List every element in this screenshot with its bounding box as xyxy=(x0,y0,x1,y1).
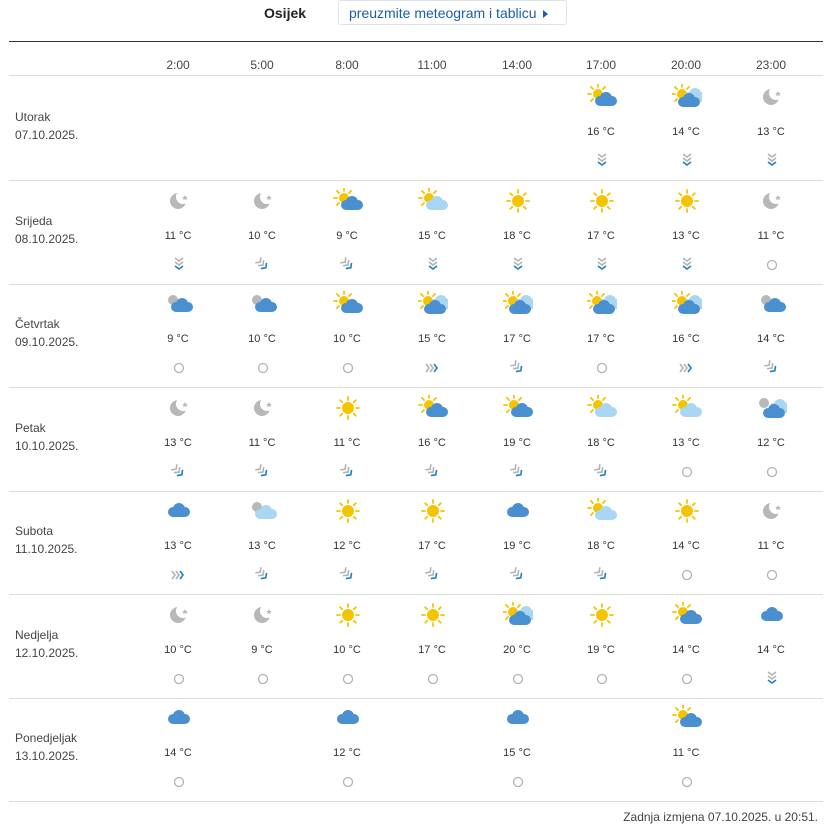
day-label xyxy=(15,419,78,455)
temperature: 17 °C xyxy=(503,333,531,345)
forecast-cell xyxy=(729,283,813,387)
wind-calm-icon xyxy=(423,670,443,688)
forecast-cell xyxy=(644,594,728,698)
wind-SE-icon xyxy=(508,566,528,584)
forecast-cell xyxy=(559,180,643,284)
wind-calm-icon xyxy=(169,359,189,377)
wind-calm-icon xyxy=(677,566,697,584)
wind-calm-icon xyxy=(508,773,528,791)
wind-calm-icon xyxy=(253,359,273,377)
wind-S-icon xyxy=(762,152,782,170)
forecast-cell xyxy=(136,283,220,387)
day-row xyxy=(9,283,823,388)
sun-lightcloud-icon xyxy=(587,498,617,524)
forecast-cell xyxy=(390,490,474,594)
sun-icon xyxy=(418,498,448,524)
temperature: 10 °C xyxy=(164,644,192,656)
forecast-cell xyxy=(559,594,643,698)
wind-SE-icon xyxy=(338,256,358,274)
moon-icon xyxy=(164,395,194,421)
wind-calm-icon xyxy=(508,670,528,688)
wind-SE-icon xyxy=(762,359,782,377)
forecast-cell xyxy=(136,387,220,491)
temperature: 14 °C xyxy=(672,126,700,138)
temperature: 14 °C xyxy=(164,747,192,759)
moon-icon xyxy=(164,602,194,628)
temperature: 11 °C xyxy=(757,540,785,552)
day-date: 07.10.2025. xyxy=(15,128,79,142)
temperature: 18 °C xyxy=(587,437,615,449)
wind-SE-icon xyxy=(592,463,612,481)
wind-SE-icon xyxy=(423,463,443,481)
day-date: 09.10.2025. xyxy=(15,335,79,349)
day-label xyxy=(15,522,78,558)
forecast-cell xyxy=(136,594,220,698)
temperature: 16 °C xyxy=(418,437,446,449)
forecast-cell xyxy=(136,697,220,801)
wind-S-icon xyxy=(592,152,612,170)
wind-calm-icon xyxy=(592,359,612,377)
forecast-cell xyxy=(305,490,389,594)
wind-calm-icon xyxy=(677,773,697,791)
day-name: Petak xyxy=(15,421,46,435)
forecast-cell xyxy=(475,283,559,387)
wind-calm-icon xyxy=(762,463,782,481)
forecast-cell xyxy=(475,387,559,491)
sun-icon xyxy=(503,188,533,214)
hours-row xyxy=(9,58,823,76)
forecast-cell xyxy=(644,180,728,284)
sun-cloud-icon xyxy=(672,705,702,731)
sun-icon xyxy=(333,395,363,421)
forecast-cell xyxy=(305,283,389,387)
forecast-cell xyxy=(729,387,813,491)
forecast-cell xyxy=(644,387,728,491)
forecast-cell xyxy=(559,490,643,594)
wind-calm-icon xyxy=(338,773,358,791)
temperature: 15 °C xyxy=(418,230,446,242)
sun-icon xyxy=(587,188,617,214)
moon-icon xyxy=(164,188,194,214)
wind-calm-icon xyxy=(253,670,273,688)
wind-SE-icon xyxy=(169,463,189,481)
temperature: 10 °C xyxy=(248,230,276,242)
day-label xyxy=(15,108,78,144)
temperature: 18 °C xyxy=(503,230,531,242)
wind-calm-icon xyxy=(762,256,782,274)
day-row xyxy=(9,387,823,492)
sun-cloud-icon xyxy=(672,602,702,628)
cloud-icon xyxy=(757,602,787,628)
sun-icon xyxy=(672,188,702,214)
cloud-icon xyxy=(503,498,533,524)
temperature: 19 °C xyxy=(503,437,531,449)
temperature: 11 °C xyxy=(164,230,192,242)
forecast-header xyxy=(0,0,836,30)
forecast-cell xyxy=(729,180,813,284)
moon-lightcloud-icon xyxy=(248,498,278,524)
temperature: 14 °C xyxy=(757,333,785,345)
temperature: 15 °C xyxy=(503,747,531,759)
wind-SE-icon xyxy=(253,256,273,274)
wind-SE-icon xyxy=(253,463,273,481)
wind-calm-icon xyxy=(762,566,782,584)
day-row xyxy=(9,697,823,802)
wind-SE-icon xyxy=(338,566,358,584)
day-label xyxy=(15,315,78,351)
temperature: 11 °C xyxy=(672,747,700,759)
forecast-cell xyxy=(136,490,220,594)
day-name: Nedjelja xyxy=(15,628,59,642)
wind-calm-icon xyxy=(338,359,358,377)
forecast-cell xyxy=(305,387,389,491)
day-date: 11.10.2025. xyxy=(15,542,78,556)
sun-clouds-icon xyxy=(587,291,617,317)
wind-E-icon xyxy=(169,566,189,584)
temperature: 13 °C xyxy=(248,540,276,552)
hour-label: 23:00 xyxy=(755,58,787,72)
temperature: 13 °C xyxy=(672,230,700,242)
forecast-cell xyxy=(390,594,474,698)
temperature: 11 °C xyxy=(757,230,785,242)
download-meteogram-button[interactable] xyxy=(338,0,567,25)
city-name: Osijek xyxy=(264,5,307,21)
forecast-cell xyxy=(644,76,728,180)
temperature: 15 °C xyxy=(418,333,446,345)
temperature: 9 °C xyxy=(251,644,273,656)
wind-S-icon xyxy=(169,256,189,274)
temperature: 13 °C xyxy=(672,437,700,449)
day-row xyxy=(9,594,823,699)
wind-E-icon xyxy=(677,359,697,377)
wind-SE-icon xyxy=(508,463,528,481)
cloud-icon xyxy=(164,498,194,524)
forecast-cell xyxy=(220,490,304,594)
temperature: 14 °C xyxy=(672,644,700,656)
temperature: 10 °C xyxy=(333,333,361,345)
sun-icon xyxy=(333,602,363,628)
temperature: 17 °C xyxy=(418,644,446,656)
sun-clouds-icon xyxy=(503,602,533,628)
moon-icon xyxy=(248,395,278,421)
temperature: 10 °C xyxy=(248,333,276,345)
wind-SE-icon xyxy=(253,566,273,584)
forecast-cell xyxy=(644,490,728,594)
wind-calm-icon xyxy=(338,670,358,688)
moon-icon xyxy=(757,498,787,524)
day-name: Utorak xyxy=(15,110,51,124)
hour-label: 20:00 xyxy=(670,58,702,72)
wind-SE-icon xyxy=(423,566,443,584)
forecast-cell xyxy=(644,283,728,387)
wind-SE-icon xyxy=(508,359,528,377)
sun-icon xyxy=(418,602,448,628)
forecast-cell xyxy=(305,180,389,284)
moon-clouds-icon xyxy=(757,395,787,421)
day-label xyxy=(15,212,78,248)
day-date: 12.10.2025. xyxy=(15,646,79,660)
forecast-cell xyxy=(559,76,643,180)
sun-icon xyxy=(672,498,702,524)
forecast-cell xyxy=(729,490,813,594)
wind-E-icon xyxy=(423,359,443,377)
day-date: 10.10.2025. xyxy=(15,439,79,453)
cloud-icon xyxy=(164,705,194,731)
forecast-cell xyxy=(390,387,474,491)
day-date: 08.10.2025. xyxy=(15,232,79,246)
forecast-cell xyxy=(475,180,559,284)
hour-label: 11:00 xyxy=(417,58,447,72)
moon-icon xyxy=(757,84,787,110)
sun-cloud-icon xyxy=(587,84,617,110)
wind-calm-icon xyxy=(677,463,697,481)
wind-S-icon xyxy=(423,256,443,274)
wind-calm-icon xyxy=(677,670,697,688)
forecast-cell xyxy=(220,387,304,491)
forecast-cell xyxy=(136,180,220,284)
forecast-cell xyxy=(729,594,813,698)
temperature: 12 °C xyxy=(757,437,785,449)
forecast-cell xyxy=(475,490,559,594)
day-name: Subota xyxy=(15,524,54,538)
sun-icon xyxy=(587,602,617,628)
hour-label: 5:00 xyxy=(250,58,274,72)
temperature: 11 °C xyxy=(248,437,276,449)
hour-label: 8:00 xyxy=(335,58,359,72)
temperature: 12 °C xyxy=(333,747,361,759)
wind-SE-icon xyxy=(592,566,612,584)
wind-calm-icon xyxy=(169,670,189,688)
forecast-cell xyxy=(729,76,813,180)
forecast-cell xyxy=(220,283,304,387)
sun-lightcloud-icon xyxy=(587,395,617,421)
forecast-cell xyxy=(559,387,643,491)
cloud-icon xyxy=(333,705,363,731)
moon-cloud-icon xyxy=(248,291,278,317)
forecast-cell xyxy=(390,283,474,387)
moon-cloud-icon xyxy=(164,291,194,317)
wind-calm-icon xyxy=(169,773,189,791)
moon-icon xyxy=(248,188,278,214)
sun-cloud-icon xyxy=(333,291,363,317)
forecast-cell xyxy=(390,180,474,284)
forecast-cell xyxy=(475,594,559,698)
sun-cloud-icon xyxy=(418,395,448,421)
sun-lightcloud-icon xyxy=(672,395,702,421)
sun-lightcloud-icon xyxy=(418,188,448,214)
wind-S-icon xyxy=(592,256,612,274)
sun-cloud-icon xyxy=(333,188,363,214)
sun-icon xyxy=(333,498,363,524)
forecast-cell xyxy=(305,697,389,801)
header-divider xyxy=(9,41,823,42)
forecast-cell xyxy=(644,697,728,801)
day-row xyxy=(9,76,823,181)
day-name: Četvrtak xyxy=(15,317,60,331)
day-name: Ponedjeljak xyxy=(15,731,78,745)
temperature: 12 °C xyxy=(333,540,361,552)
temperature: 13 °C xyxy=(164,437,192,449)
wind-SE-icon xyxy=(338,463,358,481)
moon-icon xyxy=(757,188,787,214)
temperature: 11 °C xyxy=(333,437,361,449)
forecast-cell xyxy=(220,594,304,698)
day-label xyxy=(15,729,78,765)
temperature: 18 °C xyxy=(587,540,615,552)
temperature: 10 °C xyxy=(333,644,361,656)
wind-S-icon xyxy=(762,670,782,688)
forecast-cell xyxy=(220,180,304,284)
day-row xyxy=(9,180,823,285)
hour-label: 17:00 xyxy=(585,58,617,72)
hour-label: 14:00 xyxy=(501,58,533,72)
forecast-cell xyxy=(305,594,389,698)
download-label: preuzmite meteogram i tablicu xyxy=(349,5,537,21)
temperature: 17 °C xyxy=(418,540,446,552)
temperature: 14 °C xyxy=(757,644,785,656)
temperature: 13 °C xyxy=(164,540,192,552)
temperature: 20 °C xyxy=(503,644,531,656)
sun-clouds-icon xyxy=(503,291,533,317)
day-date: 13.10.2025. xyxy=(15,749,79,763)
temperature: 17 °C xyxy=(587,230,615,242)
temperature: 17 °C xyxy=(587,333,615,345)
sun-cloud-icon xyxy=(503,395,533,421)
wind-S-icon xyxy=(677,152,697,170)
sun-clouds-icon xyxy=(418,291,448,317)
sun-clouds-icon xyxy=(672,84,702,110)
wind-S-icon xyxy=(677,256,697,274)
temperature: 16 °C xyxy=(672,333,700,345)
cloud-icon xyxy=(503,705,533,731)
day-name: Srijeda xyxy=(15,214,53,228)
temperature: 14 °C xyxy=(672,540,700,552)
day-label xyxy=(15,626,78,662)
temperature: 9 °C xyxy=(167,333,189,345)
temperature: 19 °C xyxy=(587,644,615,656)
forecast-cell xyxy=(475,697,559,801)
temperature: 13 °C xyxy=(757,126,785,138)
chevron-right-icon xyxy=(543,10,548,18)
hour-label: 2:00 xyxy=(166,58,190,72)
temperature: 16 °C xyxy=(587,126,615,138)
wind-S-icon xyxy=(508,256,528,274)
last-updated: Zadnja izmjena 07.10.2025. u 20:51. xyxy=(623,810,818,824)
moon-icon xyxy=(248,602,278,628)
moon-cloud-icon xyxy=(757,291,787,317)
sun-clouds-icon xyxy=(672,291,702,317)
wind-calm-icon xyxy=(592,670,612,688)
temperature: 9 °C xyxy=(336,230,358,242)
forecast-cell xyxy=(559,283,643,387)
temperature: 19 °C xyxy=(503,540,531,552)
day-row xyxy=(9,490,823,595)
